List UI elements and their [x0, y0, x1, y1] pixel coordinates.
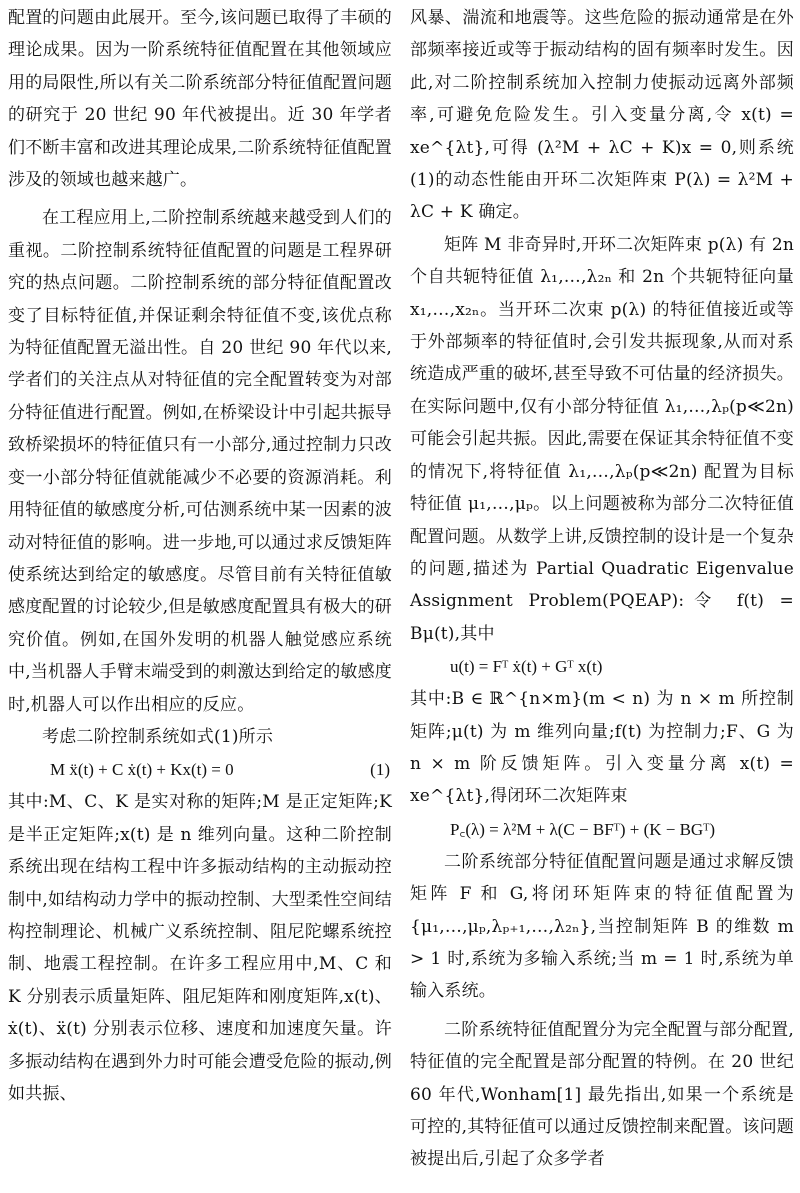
paragraph: 在工程应用上,二阶控制系统越来越受到人们的重视。二阶控制系统特征值配置的问题是工程界研究的热点问题。二阶控制系统的部分特征值配置改变了目标特征值,并保证剩余特征值不变,该优点称为特征值配置无溢出性。自 20 世纪 90 年代以来,学者们的关注点从对特征值的完全配置转变为对部分特征值进行配置。例如,在桥梁设计中引起共振导致桥梁损坏的特征值只有一小部分,通过控制力只改变一小部分特征值就能减少不必要的资源消耗。利用特征值的敏感度分析,可估测系统中某一因素的波动对特征值的影响。进一步地,可以通过求反馈矩阵使系统达到给定的敏感度。尽管目前有关特征值敏感度配置的讨论较少,但是敏感度配置具有极大的研究价值。例如,在国外发明的机器人触觉感应系统中,当机器人手臂末端受到的刺激达到给定的敏感度时,机器人可以作出相应的反应。 [8, 208, 393, 715]
equation-control-input [410, 650, 794, 683]
paragraph: 配置的问题由此展开。至今,该问题已取得了丰硕的理论成果。因为一阶系统特征值配置在其他领域应用的局限性,所以有关二阶系统部分特征值配置问题的研究于 20 世纪 90 年代被提出。近 30 年学者们不断丰富和改进其理论成果,二阶系统特征值配置涉及的领域也越来越广。 [8, 8, 393, 191]
paragraph: 其中:B ∈ ℝ^{n×m}(m < n) 为 n × m 所控制矩阵;μ(t) 为 m 维列向量;f(t) 为控制力;F、G 为 n × m 阶反馈矩阵。引入变量分离 x(t) = xe^{λt},得闭环二次矩阵束 [410, 689, 794, 807]
equation-body: u(t) = Fᵀ ẋ(t) + Gᵀ x(t) [450, 657, 603, 677]
equation-body: P꜀(λ) = λ²M + λ(C − BFᵀ) + (K − BGᵀ) [450, 819, 716, 839]
paragraph: 其中:M、C、K 是实对称的矩阵;M 是正定矩阵;K 是半正定矩阵;x(t) 是 n 维列向量。这种二阶控制系统出现在结构工程中许多振动结构的主动振动控制中,如结构动力学中的振动控制、大型柔性空间结构控制理论、机械广义系统控制、阻尼陀螺系统控制、地震工程控制。在许多工程应用中,M、C 和 K 分别表示质量矩阵、阻尼矩阵和刚度矩阵,x(t)、ẋ(t)、ẍ(t) 分别表示位移、速度和加速度矢量。许多振动结构在遇到外力时可能会遭受危险的振动,例如共振、 [8, 792, 393, 1104]
paragraph: 矩阵 M 非奇异时,开环二次矩阵束 p(λ) 有 2n 个自共轭特征值 λ₁,…,λ₂ₙ 和 2n 个共轭特征向量 x₁,…,x₂ₙ。当开环二次束 p(λ) 的特征值接近或等于外部频率的特征值时,会引发共振现象,从而对系统造成严重的破坏,甚至导致不可估量的经济损失。在实际问题中,仅有小部分特征值 λ₁,…,λₚ(p≪2n) 可能会引起共振。因此,需要在保证其余特征值不变的情况下,将特征值 λ₁,…,λₚ(p≪2n) 配置为目标特征值 μ₁,…,μₚ。以上问题被称为部分二次特征值配置问题。从数学上讲,反馈控制的设计是一个复杂的问题,描述为 Partial Quadratic Eigenvalue Assignment Problem(PQEAP):令 f(t) = Bμ(t),其中 [410, 234, 795, 644]
equation-number: (1) [370, 760, 390, 780]
equation-1 [8, 753, 392, 786]
equation-closed-loop [410, 813, 794, 846]
paragraph: 考虑二阶控制系统如式(1)所示 [42, 726, 274, 747]
equation-body: M ẍ(t) + C ẋ(t) + Kx(t) = 0 [50, 760, 234, 780]
left-column [8, 2, 392, 1193]
paragraph: 二阶系统部分特征值配置问题是通过求解反馈矩阵 F 和 G,将闭环矩阵束的特征值配置为 {μ₁,…,μₚ,λₚ₊₁,…,λ₂ₙ},当控制矩阵 B 的维数 m > 1 时,系统为多输入系统;当 m = 1 时,系统为单输入系统。 [410, 851, 794, 1002]
paragraph: 风暴、湍流和地震等。这些危险的振动通常是在外部频率接近或等于振动结构的固有频率时发生。因此,对二阶控制系统加入控制力使振动远离外部频率,可避免危险发生。引入变量分离,令 x(t) = xe^{λt},可得 (λ²M + λC + K)x = 0,则系统(1)的动态性能由开环二次矩阵束 P(λ) = λ²M + λC + K 确定。 [410, 8, 794, 223]
right-column [410, 2, 794, 1193]
paragraph: 二阶系统特征值配置分为完全配置与部分配置,特征值的完全配置是部分配置的特例。在 20 世纪 60 年代,Wonham[1] 最先指出,如果一个系统是可控的,其特征值可以通过反馈控制来配置。该问题被提出后,引起了众多学者 [410, 1019, 795, 1170]
